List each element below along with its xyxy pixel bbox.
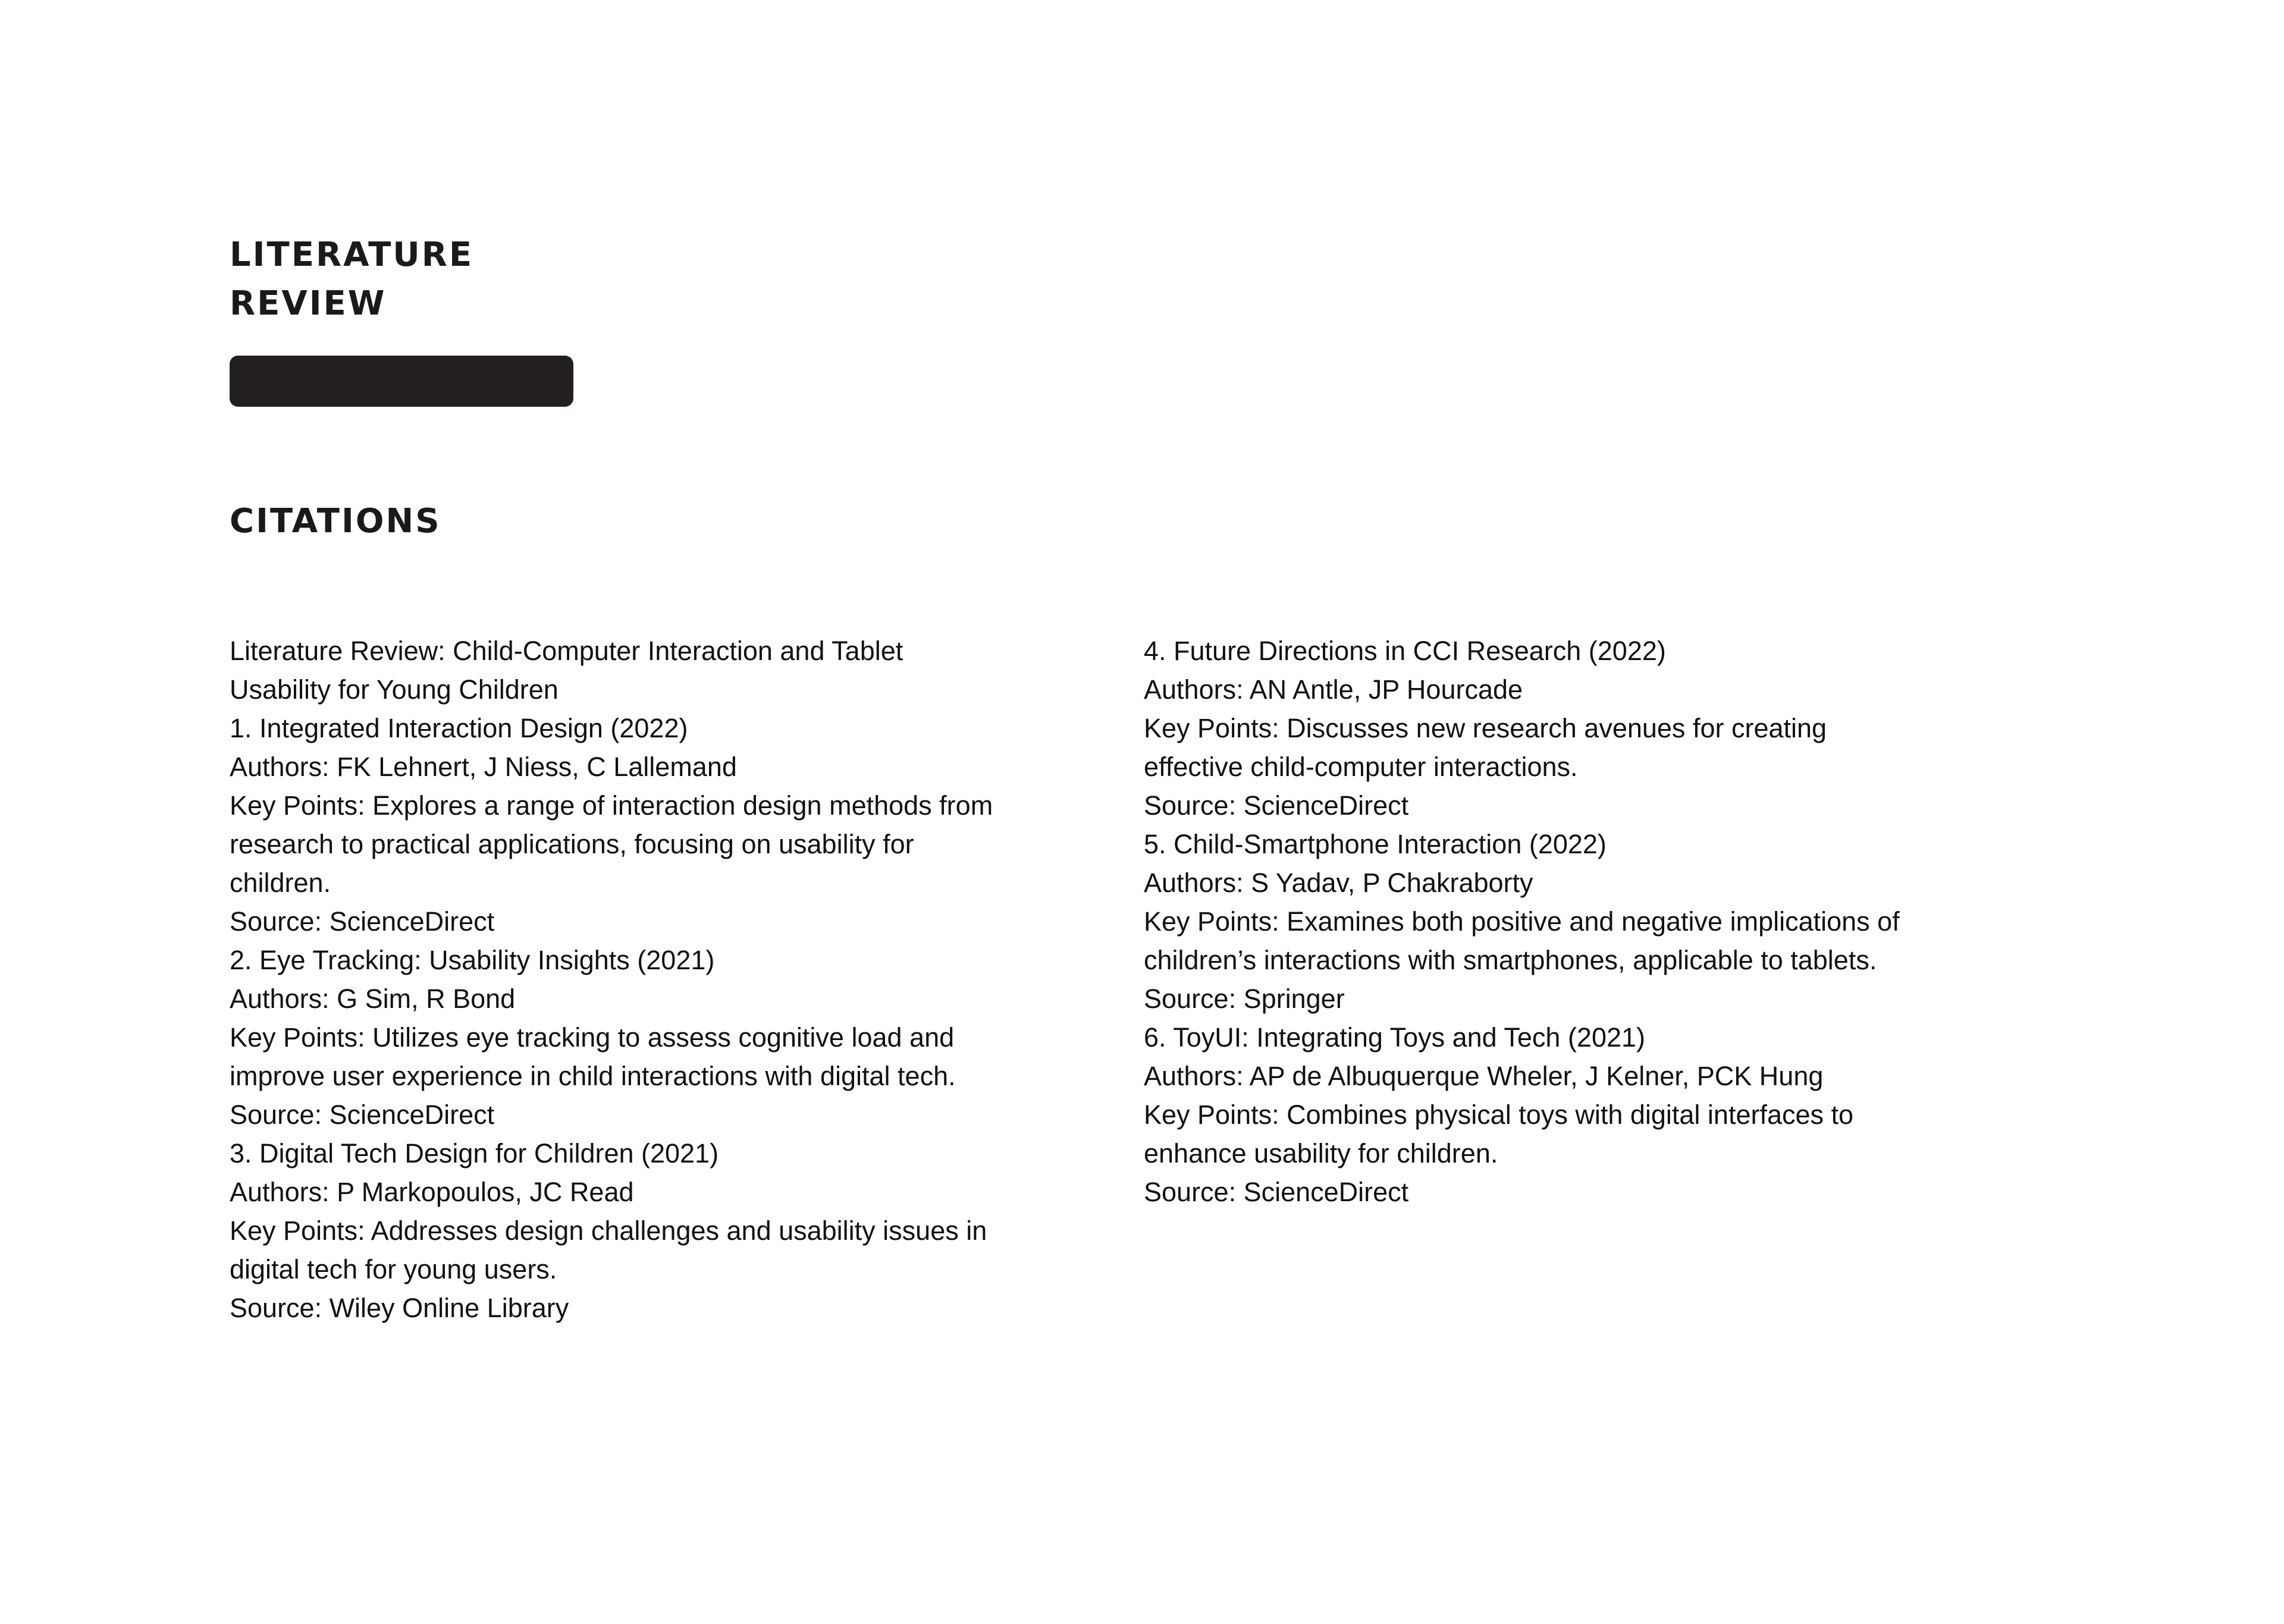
text-line: 1. Integrated Interaction Design (2022) xyxy=(230,713,688,743)
text-line: research to practical applications, focusing on usability for xyxy=(230,829,914,859)
citations-left-column xyxy=(230,632,1074,1327)
text-line: Authors: S Yadav, P Chakraborty xyxy=(1144,868,1533,898)
text-line: Source: ScienceDirect xyxy=(1144,790,1409,821)
text-line: Literature Review: Child-Computer Interaction and Tablet xyxy=(230,636,903,666)
text-line: 2. Eye Tracking: Usability Insights (2021) xyxy=(230,945,715,975)
text-line: Key Points: Utilizes eye tracking to assess cognitive load and xyxy=(230,1022,955,1053)
title-line: REVIEW xyxy=(230,284,387,323)
text-line: children. xyxy=(230,868,331,898)
text-line: 4. Future Directions in CCI Research (2022) xyxy=(1144,636,1666,666)
text-line: Authors: P Markopoulos, JC Read xyxy=(230,1177,634,1207)
text-line: 3. Digital Tech Design for Children (2021) xyxy=(230,1138,719,1168)
citations-title: CITATIONS xyxy=(230,502,441,541)
text-line: Authors: AP de Albuquerque Wheler, J Kelner, PCK Hung xyxy=(1144,1061,1824,1091)
text-line: Key Points: Discusses new research avenues for creating xyxy=(1144,713,1827,743)
text-line: digital tech for young users. xyxy=(230,1254,557,1284)
title-line: LITERATURE xyxy=(230,235,474,274)
text-line: Key Points: Addresses design challenges and usability issues in xyxy=(230,1215,987,1246)
text-line: Key Points: Examines both positive and negative implications of xyxy=(1144,906,1900,937)
text-line: Key Points: Explores a range of interaction design methods from xyxy=(230,790,993,821)
text-line: Key Points: Combines physical toys with digital interfaces to xyxy=(1144,1100,1854,1130)
text-line: Usability for Young Children xyxy=(230,674,559,705)
text-line: effective child-computer interactions. xyxy=(1144,752,1578,782)
text-line: enhance usability for children. xyxy=(1144,1138,1498,1168)
text-line: improve user experience in child interactions with digital tech. xyxy=(230,1061,956,1091)
text-line: children’s interactions with smartphones, applicable to tablets. xyxy=(1144,945,1877,975)
text-line: 5. Child-Smartphone Interaction (2022) xyxy=(1144,829,1607,859)
literature-review-title xyxy=(230,231,473,328)
text-line: Source: ScienceDirect xyxy=(230,906,495,937)
text-line: Source: ScienceDirect xyxy=(230,1100,495,1130)
title-bar xyxy=(230,356,573,407)
citations-right-column xyxy=(1144,632,2036,1211)
text-line: Authors: FK Lehnert, J Niess, C Lallemand xyxy=(230,752,737,782)
text-line: 6. ToyUI: Integrating Toys and Tech (2021) xyxy=(1144,1022,1646,1053)
text-line: Authors: AN Antle, JP Hourcade xyxy=(1144,674,1523,705)
text-line: Source: Springer xyxy=(1144,984,1345,1014)
text-line: Source: ScienceDirect xyxy=(1144,1177,1409,1207)
text-line: Authors: G Sim, R Bond xyxy=(230,984,516,1014)
text-line: Source: Wiley Online Library xyxy=(230,1293,569,1323)
